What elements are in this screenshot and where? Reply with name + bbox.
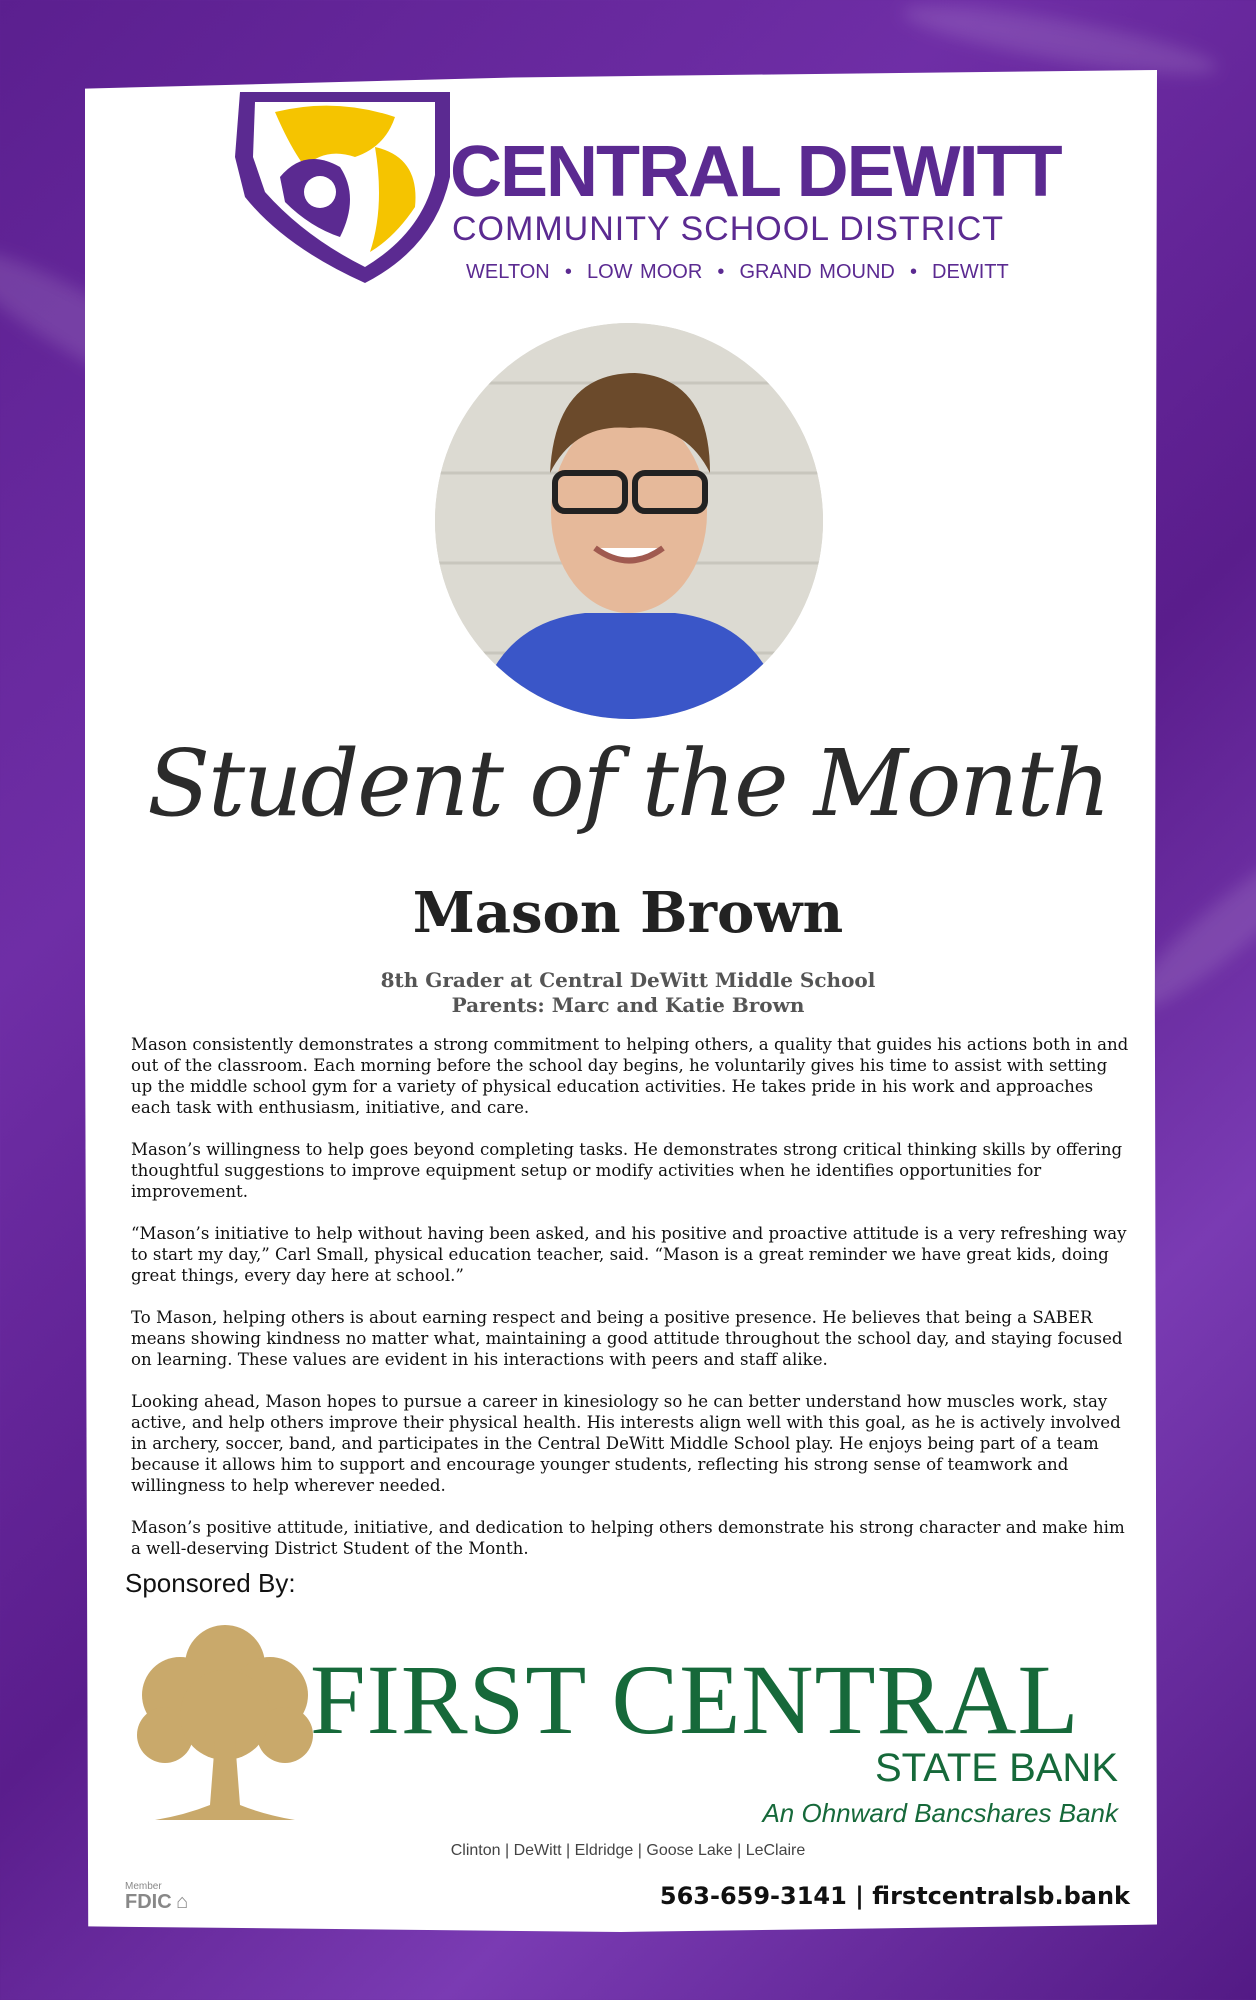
bank-tagline: An Ohnward Bancshares Bank — [762, 1798, 1118, 1828]
sponsored-by-label: Sponsored By: — [125, 1568, 296, 1598]
paragraph: Looking ahead, Mason hopes to pursue a career in kinesiology so he can better understand how muscles work, stay active, and help others improve their physical health. His interests align well with this goal, as he is actively involved in archery, soccer, band, and participates in the Central DeWitt Middle School play. He enjoys being part of a team because it allows him to support and encourage younger students, reflecting his strong sense of teamwork and willingness to help wherever needed. — [131, 1392, 1121, 1495]
district-subtitle: COMMUNITY SCHOOL DISTRICT — [452, 210, 1005, 248]
bank-subtitle: STATE BANK — [874, 1746, 1118, 1790]
student-grade: 8th Grader at Central DeWitt Middle School — [380, 968, 876, 992]
article-body — [131, 1034, 1131, 1580]
district-name: CENTRAL DEWITT — [450, 132, 1061, 212]
bank-contact: 563-659-3141 | firstcentralsb.bank — [659, 1882, 1130, 1910]
paragraph: “Mason’s initiative to help without having been asked, and his positive and proactive attitude is a very refreshing way to start my day,” Carl Small, physical education teacher, said. “Mason is a great reminder we have great kids, doing great things, every day here at school.” — [131, 1224, 1127, 1285]
bank-name: FIRST CENTRAL — [310, 1644, 1080, 1755]
equal-housing-icon: ⌂ — [176, 1891, 189, 1913]
student-parents: Parents: Marc and Katie Brown — [451, 993, 805, 1017]
student-name: Mason Brown — [412, 880, 844, 946]
paragraph: Mason’s positive attitude, initiative, and dedication to helping others demonstrate his strong character and make him a well-deserving District Student of the Month. — [131, 1518, 1125, 1558]
paragraph: To Mason, helping others is about earning respect and being a positive presence. He believes that being a SABER means showing kindness no matter what, maintaining a good attitude throughout the school day, and staying focused on learning. These values are evident in his interactions with peers and staff alike. — [131, 1308, 1123, 1369]
fdic-label: FDIC — [125, 1891, 172, 1913]
title-student-of-the-month: Student of the Month — [147, 730, 1109, 837]
district-towns: WELTON • LOW MOOR • GRAND MOUND • DEWITT — [466, 261, 1009, 283]
tiger-shield-logo — [235, 87, 455, 283]
oak-tree-icon — [135, 1620, 315, 1825]
bank-cities: Clinton | DeWitt | Eldridge | Goose Lake | LeClaire — [450, 1842, 806, 1859]
paragraph: Mason’s willingness to help goes beyond completing tasks. He demonstrates strong critical thinking skills by offering thoughtful suggestions to improve equipment setup or modify activities when he identifies opportunities for improvement. — [131, 1140, 1123, 1201]
student-photo — [435, 323, 823, 719]
fdic-badge — [125, 1882, 188, 1912]
fdic-member: Member — [125, 1881, 162, 1892]
paragraph: Mason consistently demonstrates a strong commitment to helping others, a quality that guides his actions both in and out of the classroom. Each morning before the school day begins, he voluntarily gives his time to assist with setting up the middle school gym for a variety of physical education activities. He takes pride in his work and approaches each task with enthusiasm, initiative, and care. — [131, 1035, 1129, 1117]
